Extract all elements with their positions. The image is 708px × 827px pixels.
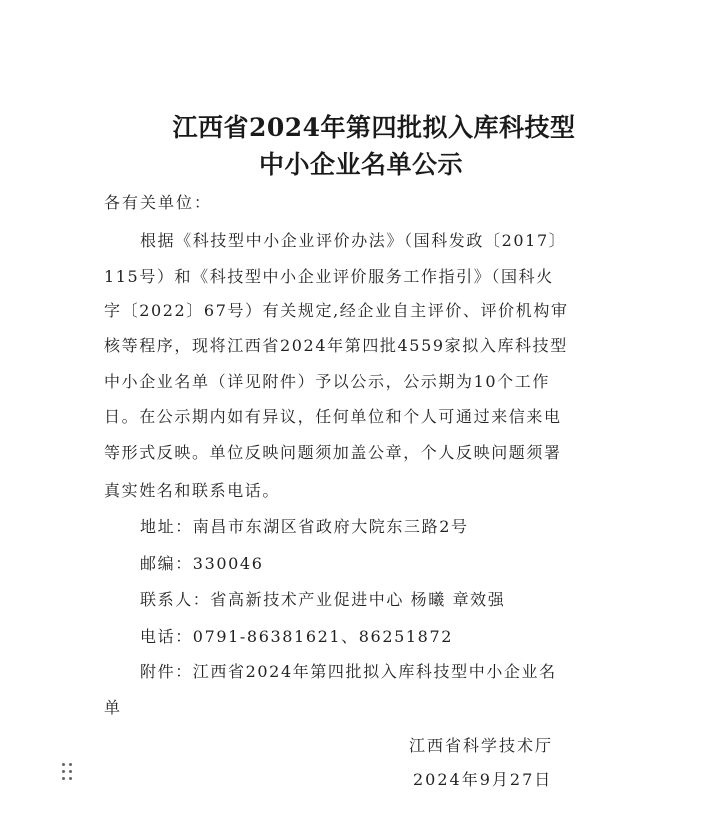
body-line: 等形式反映。单位反映问题须加盖公章，个人反映问题须署 — [104, 443, 562, 462]
body-line: 日。在公示期内如有异议，任何单位和个人可通过来信来电 — [104, 407, 562, 426]
contact-person-line: 联系人：省高新技术产业促进中心 杨曦 章效强 — [140, 590, 506, 609]
document-title-line-1: 江西省2024年第四批拟入库科技型 — [172, 113, 576, 142]
attachment-line-continued: 单 — [104, 698, 122, 717]
phone-line: 电话：0791-86381621、86251872 — [140, 627, 453, 646]
body-line: 中小企业名单（详见附件）予以公示，公示期为10个工作 — [104, 372, 550, 391]
body-line: 字〔2022〕67号）有关规定,经企业自主评价、评价机构审 — [104, 301, 569, 320]
body-line: 核等程序，现将江西省2024年第四批4559家拟入库科技型 — [104, 336, 568, 355]
document-title-line-2: 中小企业名单公示 — [258, 150, 463, 179]
attachment-line: 附件：江西省2024年第四批拟入库科技型中小企业名 — [140, 662, 557, 681]
signature-org: 江西省科学技术厅 — [409, 736, 554, 755]
body-line: 真实姓名和联系电话。 — [104, 481, 281, 500]
body-line: 115号）和《科技型中小企业评价服务工作指引》（国科火 — [104, 267, 554, 286]
drag-handle-icon[interactable] — [62, 763, 74, 781]
body-line: 根据《科技型中小企业评价办法》（国科发政〔2017〕 — [140, 231, 567, 250]
address-line: 地址：南昌市东湖区省政府大院东三路2号 — [140, 517, 469, 536]
greeting: 各有关单位： — [104, 193, 213, 212]
signature-date: 2024年9月27日 — [413, 770, 553, 789]
postcode-line: 邮编：330046 — [140, 554, 264, 573]
